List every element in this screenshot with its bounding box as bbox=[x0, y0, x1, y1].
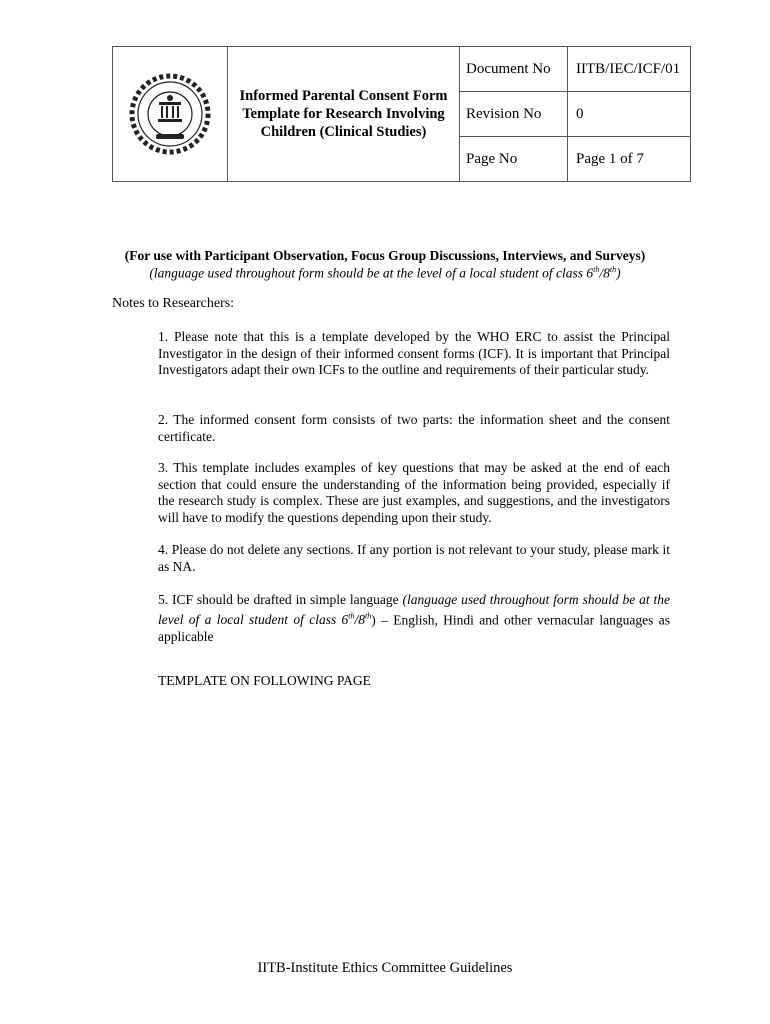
note-2: 2. The informed consent form consists of two parts: the information sheet and the consent certificate. bbox=[158, 412, 670, 444]
logo-cell bbox=[113, 47, 228, 182]
iitb-seal-icon bbox=[128, 72, 212, 156]
document-header-table bbox=[112, 46, 691, 182]
page-no-label: Page No bbox=[460, 137, 568, 182]
document-no-label: Document No bbox=[460, 47, 568, 92]
language-subheading: (language used throughout form should be at the level of a local student of class 6th/8th) bbox=[149, 265, 621, 281]
usage-heading: (For use with Participant Observation, Focus Group Discussions, Interviews, and Surveys) bbox=[124, 248, 646, 263]
revision-no-label: Revision No bbox=[460, 92, 568, 137]
note-4: 4. Please do not delete any sections. If any portion is not relevant to your study, please mark it as NA. bbox=[158, 542, 670, 574]
template-note: TEMPLATE ON FOLLOWING PAGE bbox=[158, 673, 371, 688]
notes-heading: Notes to Researchers: bbox=[112, 296, 235, 311]
document-no-value: IITB/IEC/ICF/01 bbox=[568, 47, 691, 92]
revision-no-value: 0 bbox=[568, 92, 691, 137]
note-5: 5. ICF should be drafted in simple language (language used throughout form should be at the level of a local student of class 6th/8th) – English, Hindi and other vernacular languages as applicable bbox=[158, 592, 670, 644]
page-no-value: Page 1 of 7 bbox=[568, 137, 691, 182]
note-3: 3. This template includes examples of key questions that may be asked at the end of each section that could ensure the understanding of the information being provided, especially if the research study is complex. These are just examples, and suggestions, and the investigators will have to modify the questions depending upon their study. bbox=[158, 460, 670, 525]
page-footer: IITB-Institute Ethics Committee Guidelines bbox=[257, 960, 513, 976]
note-1: 1. Please note that this is a template developed by the WHO ERC to assist the Principal Investigator in the design of their informed consent forms (ICF). It is important that Principal Investigators adapt their own ICFs to the outline and requirements of their particular study. bbox=[158, 329, 670, 377]
document-title: Informed Parental Consent Form Template for Research Involving Children (Clinical Studies) bbox=[228, 47, 460, 182]
